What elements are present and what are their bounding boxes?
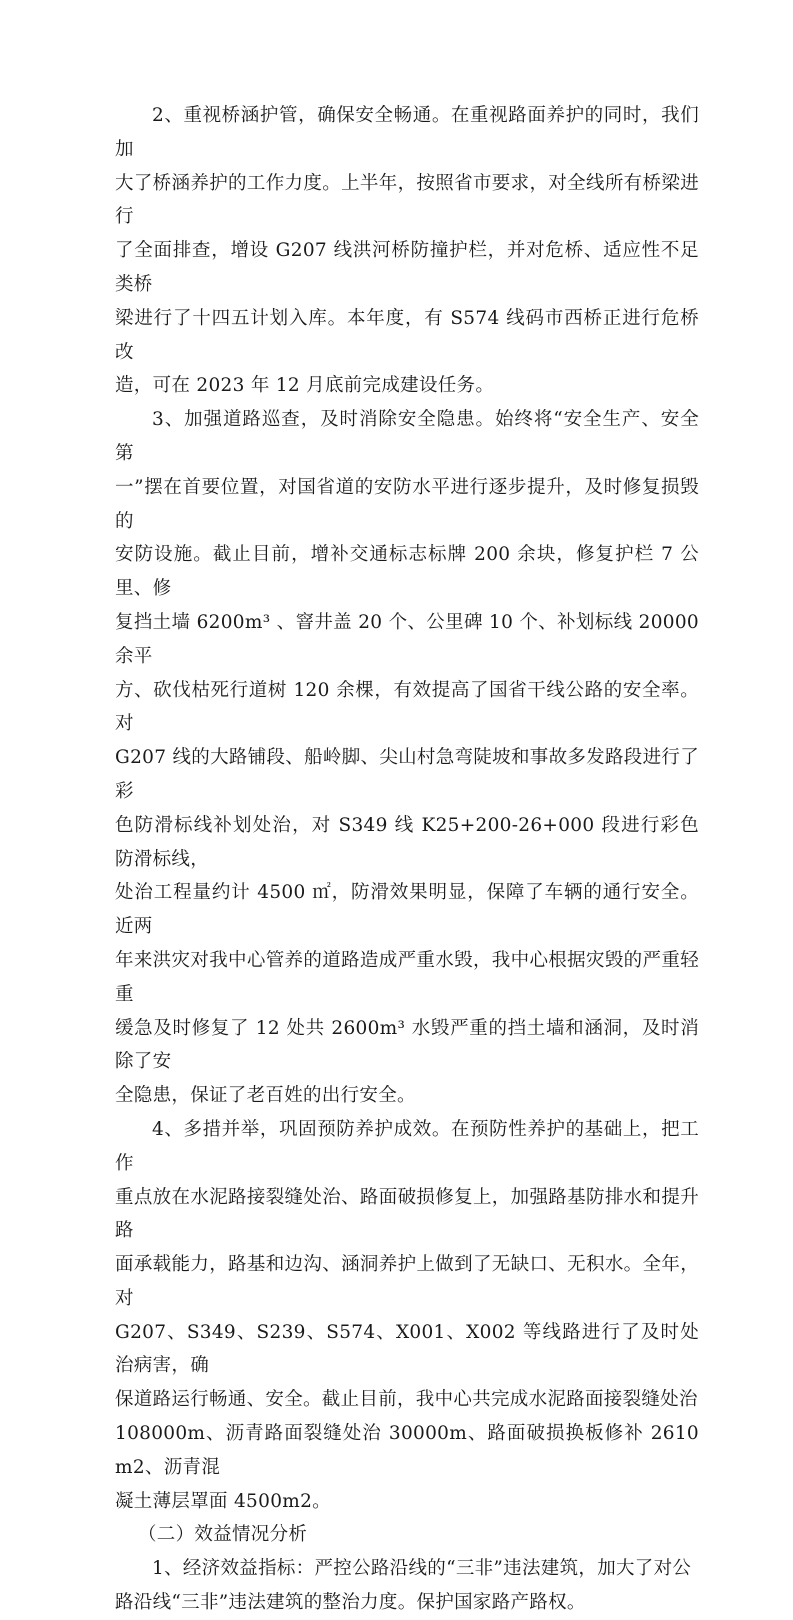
text-line: 梁进行了十四五计划入库。本年度，有 S574 线码市西桥正进行危桥改 <box>115 307 699 363</box>
text-line: 重点放在水泥路接裂缝处治、路面破损修复上，加强路基防排水和提升路 <box>115 1186 699 1242</box>
text-line: 缓急及时修复了 12 处共 2600m³ 水毁严重的挡土墙和涵洞，及时消除了安 <box>115 1017 699 1073</box>
text-line: 4、多措并举，巩固预防养护成效。在预防性养护的基础上，把工作 <box>115 1118 699 1174</box>
text-line: 面承载能力，路基和边沟、涵洞养护上做到了无缺口、无积水。全年，对 <box>115 1254 699 1309</box>
section-heading: （二）效益情况分析 <box>138 1524 308 1546</box>
text-line: 2、重视桥涵护管，确保安全畅通。在重视路面养护的同时，我们加 <box>115 105 699 160</box>
text-line: 造，可在 2023 年 12 月底前完成建设任务。 <box>115 375 495 397</box>
text-line: 了全面排查，增设 G207 线洪河桥防撞护栏，并对危桥、适应性不足类桥 <box>115 240 699 295</box>
paragraph-economic-benefit <box>115 1552 699 1620</box>
paragraph-bridge-maintenance <box>115 99 699 403</box>
text-line: 一”摆在首要位置，对国省道的安防水平进行逐步提升，及时修复损毁的 <box>115 476 699 532</box>
text-line: 色防滑标线补划处治，对 S349 线 K25+200-26+000 段进行彩色防滑标线， <box>115 814 699 870</box>
text-line: G207、S349、S239、S574、X001、X002 等线路进行了及时处治病害，确 <box>115 1321 699 1377</box>
paragraph-road-patrol <box>115 403 699 1113</box>
text-line: 年来洪灾对我中心管养的道路造成严重水毁，我中心根据灾毁的严重轻重 <box>115 949 699 1005</box>
text-line: 复挡土墙 6200m³ 、窨井盖 20 个、公里碑 10 个、补划标线 20000 余平 <box>115 611 699 667</box>
text-line: G207 线的大路铺段、船岭脚、尖山村急弯陡坡和事故多发路段进行了彩 <box>115 747 699 802</box>
text-line: 安防设施。截止目前，增补交通标志标牌 200 余块，修复护栏 7 公里、修 <box>115 544 699 600</box>
paragraph-preventive-maintenance <box>115 1113 699 1519</box>
text-line: 108000m、沥青路面裂缝处治 30000m、路面破损换板修补 2610m2、沥青混 <box>115 1423 699 1478</box>
text-line: 方、砍伐枯死行道树 120 余棵，有效提高了国省干线公路的安全率。对 <box>115 679 699 735</box>
text-line: 路沿线“三非”违法建筑的整治力度。保护国家路产路权。 <box>115 1592 586 1614</box>
document-body <box>115 99 699 1620</box>
text-line: 3、加强道路巡查，及时消除安全隐患。始终将“安全生产、安全第 <box>115 409 699 464</box>
text-line: 1、经济效益指标：严控公路沿线的“三非”违法建筑，加大了对公 <box>152 1558 692 1580</box>
text-line: 保道路运行畅通、安全。截止目前，我中心共完成水泥路面接裂缝处治 <box>115 1389 698 1411</box>
text-line: 处治工程量约计 4500 ㎡，防滑效果明显，保障了车辆的通行安全。近两 <box>115 882 699 938</box>
text-line: 全隐患，保证了老百姓的出行安全。 <box>115 1085 416 1107</box>
text-line: 大了桥涵养护的工作力度。上半年，按照省市要求，对全线所有桥梁进行 <box>115 172 699 228</box>
text-line: 凝土薄层罩面 4500m2。 <box>115 1490 331 1512</box>
